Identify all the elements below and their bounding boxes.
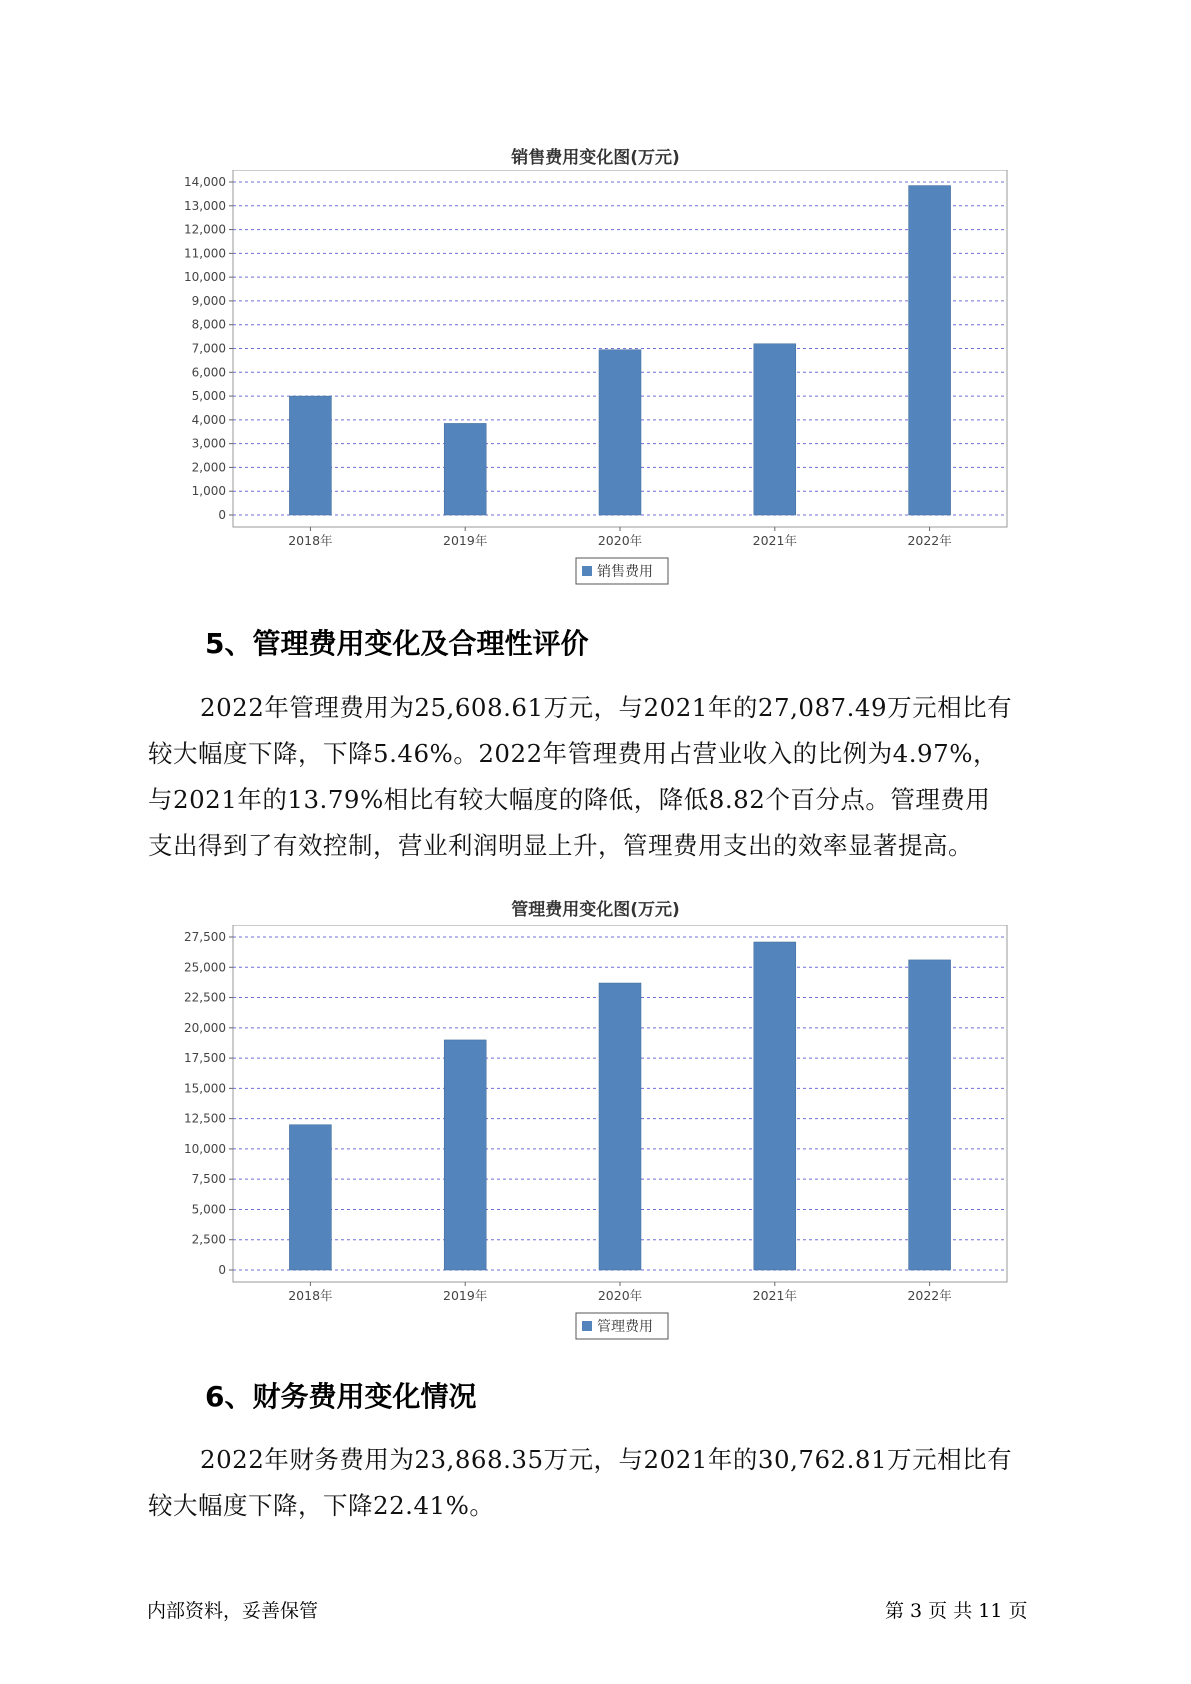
section6-heading: 6、财务费用变化情况 bbox=[205, 1380, 477, 1413]
section5-line-3: 与2021年的13.79%相比有较大幅度的降低，降低8.82个百分点。管理费用 bbox=[148, 785, 991, 814]
chart2-title: 管理费用变化图(万元) bbox=[511, 900, 680, 920]
section5-line-1: 2022年管理费用为25,608.61万元，与2021年的27,087.49万元相比有 bbox=[200, 693, 1013, 722]
legend-label: 管理费用 bbox=[597, 1319, 653, 1335]
bar-2019年 bbox=[444, 1040, 486, 1270]
bar-2022年 bbox=[909, 186, 951, 515]
y-tick-label: 10,000 bbox=[184, 270, 226, 285]
y-tick-label: 4,000 bbox=[191, 412, 226, 427]
y-tick-label: 1,000 bbox=[191, 484, 226, 499]
y-tick-label: 7,000 bbox=[191, 341, 226, 356]
x-tick-label: 2019年 bbox=[443, 1288, 488, 1303]
y-tick-label: 0 bbox=[218, 508, 226, 522]
section5-line-2: 较大幅度下降，下降5.46%。2022年管理费用占营业收入的比例为4.97%， bbox=[148, 739, 999, 768]
x-tick-label: 2022年 bbox=[907, 533, 952, 548]
y-tick-label: 6,000 bbox=[191, 365, 226, 380]
bar-2021年 bbox=[754, 344, 796, 515]
y-tick-label: 15,000 bbox=[184, 1081, 226, 1096]
section6-paragraph bbox=[148, 1437, 1048, 1529]
y-tick-label: 20,000 bbox=[184, 1020, 226, 1035]
footer-confidential: 内部资料，妥善保管 bbox=[147, 1600, 319, 1622]
bar-2019年 bbox=[444, 423, 486, 515]
y-tick-label: 12,000 bbox=[184, 222, 226, 237]
x-tick-label: 2020年 bbox=[597, 1288, 643, 1303]
admin-expense-chart bbox=[0, 925, 1191, 1345]
bar-2020年 bbox=[599, 350, 641, 515]
y-tick-label: 25,000 bbox=[184, 960, 226, 975]
bar-2018年 bbox=[289, 1125, 331, 1270]
legend-swatch bbox=[582, 1321, 592, 1331]
bar-2022年 bbox=[909, 960, 951, 1270]
y-tick-label: 0 bbox=[218, 1263, 226, 1277]
legend-label: 销售费用 bbox=[597, 564, 653, 580]
bar-2020年 bbox=[599, 983, 641, 1270]
x-tick-label: 2018年 bbox=[288, 1288, 333, 1303]
section5-heading: 5、管理费用变化及合理性评价 bbox=[205, 627, 589, 660]
section5-paragraph bbox=[148, 685, 1048, 869]
y-tick-label: 13,000 bbox=[184, 198, 226, 213]
chart1-title: 销售费用变化图(万元) bbox=[511, 148, 680, 168]
y-tick-label: 17,500 bbox=[184, 1051, 226, 1066]
y-tick-label: 3,000 bbox=[191, 436, 226, 451]
y-tick-label: 14,000 bbox=[184, 175, 226, 189]
y-tick-label: 2,500 bbox=[191, 1232, 226, 1247]
y-tick-label: 9,000 bbox=[191, 293, 226, 308]
footer-page-number: 第 3 页 共 11 页 bbox=[885, 1600, 1028, 1622]
y-tick-label: 10,000 bbox=[184, 1141, 226, 1156]
y-tick-label: 11,000 bbox=[184, 246, 226, 261]
x-tick-label: 2018年 bbox=[288, 533, 333, 548]
y-tick-label: 5,000 bbox=[191, 389, 226, 404]
x-tick-label: 2022年 bbox=[907, 1288, 952, 1303]
section5-line-4: 支出得到了有效控制，营业利润明显上升，管理费用支出的效率显著提高。 bbox=[148, 831, 973, 860]
bar-2021年 bbox=[754, 942, 796, 1270]
y-tick-label: 27,500 bbox=[184, 930, 226, 944]
x-tick-label: 2021年 bbox=[752, 1288, 797, 1303]
bar-2018年 bbox=[289, 396, 331, 515]
y-tick-label: 8,000 bbox=[191, 317, 226, 332]
section6-line-1: 2022年财务费用为23,868.35万元，与2021年的30,762.81万元相比有 bbox=[200, 1445, 1013, 1474]
legend-swatch bbox=[582, 566, 592, 576]
section6-line-2: 较大幅度下降，下降22.41%。 bbox=[148, 1491, 495, 1520]
y-tick-label: 2,000 bbox=[191, 460, 226, 475]
y-tick-label: 7,500 bbox=[191, 1172, 226, 1187]
x-tick-label: 2021年 bbox=[752, 533, 797, 548]
y-tick-label: 12,500 bbox=[184, 1111, 226, 1126]
x-tick-label: 2020年 bbox=[597, 533, 643, 548]
sales-expense-chart bbox=[0, 170, 1191, 590]
y-tick-label: 22,500 bbox=[184, 990, 226, 1005]
x-tick-label: 2019年 bbox=[443, 533, 488, 548]
y-tick-label: 5,000 bbox=[191, 1202, 226, 1217]
